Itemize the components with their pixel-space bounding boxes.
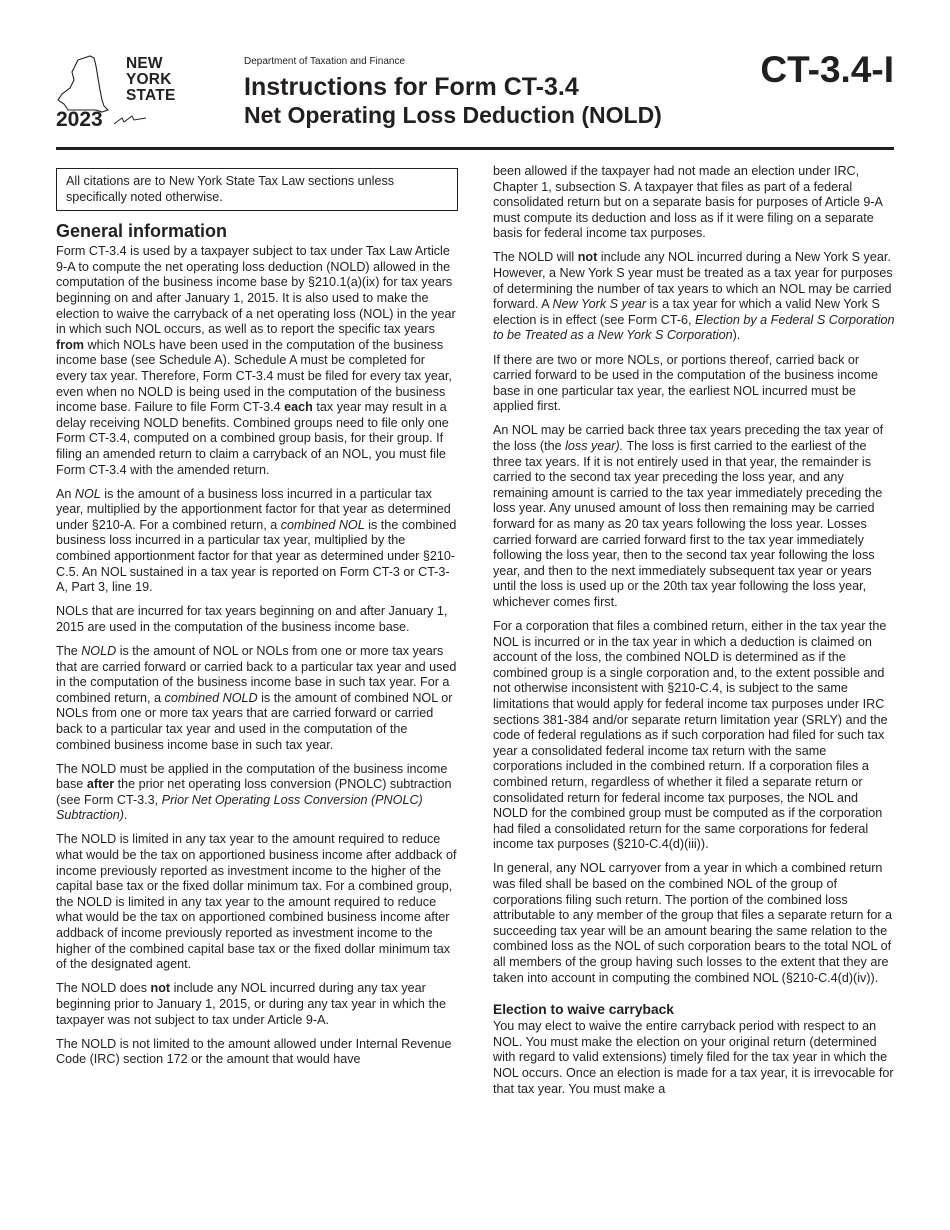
paragraph: The NOLD does not include any NOL incurred during any tax year beginning prior to January 1, 2015, or during any tax year in which the taxpayer was not subject to tax under Article 9-A. bbox=[56, 981, 446, 1027]
general-information-heading: General information bbox=[56, 221, 228, 242]
left-column bbox=[56, 164, 458, 1076]
paragraph: Form CT-3.4 is used by a taxpayer subject to tax under Tax Law Article 9-A to compute the net operating loss deduction (NOLD) allowed in the computation of the business income base by §210.1(a)(ix) for tax years beginning on and after January 1, 2015. It is also used to make the election to waive the carryback of a net operating loss (NOL) in the year in which such NOL occurs, as well as to report the specific tax years from which NOLs have been used in the computation of the business income base (see Schedule A). Schedule A must be completed for every tax year. Therefore, Form CT-3.4 must be filed for every tax year, even when no NOLD is being used in the computation of the business income base. Failure to file Form CT-3.4 each tax year may result in a delay receiving NOLD benefits. Combined groups need to file only one Form CT-3.4, computed on a combined group basis, for their group. If filing an amended return to claim a carryback of an NOL, you must file Form CT-3.4 with the amended return. bbox=[56, 244, 456, 477]
paragraph: The NOLD will not include any NOL incurred during a New York S year. However, a New York S year must be treated as a tax year for purposes of determining the number of tax years to which an NOL may be carried forward. A New York S year is a tax year for which a valid New York S election is in effect (see Form CT-6, Election by a Federal S Corporation to be Treated as a New York S Corporation). bbox=[493, 250, 895, 343]
paragraph: been allowed if the taxpayer had not made an election under IRC, Chapter 1, subsection S. A taxpayer that files as part of a federal consolidated return but on a separate basis for purposes of Article 9-A must compute its deduction and loss as if it were filing on a separate basis for federal income tax purposes. bbox=[493, 164, 883, 241]
paragraph: If there are two or more NOLs, or portions thereof, carried back or carried forward to be used in the computation of the business income base in one particular tax year, the earliest NOL incurred must be applied first. bbox=[493, 352, 879, 414]
nys-logo bbox=[56, 52, 186, 132]
logo-year: 2023 bbox=[56, 108, 103, 131]
logo-swoosh-icon bbox=[112, 114, 152, 128]
paragraph: An NOL is the amount of a business loss incurred in a particular tax year, multiplied by the apportionment factor for that year as determined under §210-A. For a combined return, a combined NOL is the combined business loss incurred in a particular tax year, multiplied by the combined apportionment factor for that year as determined under §210-C.5. An NOL sustained in a tax year is reported on Form CT-3 or CT-3-A, Part 3, line 19. bbox=[56, 486, 457, 595]
paragraph: NOLs that are incurred for tax years beginning on and after January 1, 2015 are used in the computation of the business income base. bbox=[56, 604, 448, 634]
logo-line-york: YORK bbox=[126, 71, 172, 88]
election-heading: Election to waive carryback bbox=[493, 1002, 674, 1018]
paragraph: In general, any NOL carryover from a year in which a combined return was filed shall be based on the combined NOL of the group of corporations filing such return. The portion of the combined loss attributable to any member of the group that files a separate return for a succeeding tax year will be an amount bearing the same relation to the combined loss as the NOL of such corporation bears to the total NOL of all members of the group having such losses to the extent that they are taken into account in computing the combined NOL (§210-C.4(d)(iv)). bbox=[493, 861, 893, 985]
logo-line-state: STATE bbox=[126, 87, 176, 104]
paragraph: The NOLD is the amount of NOL or NOLs from one or more tax years that are carried forward or carried back to a particular tax year and used in the computation of the business income base in such tax year. For a combined return, a combined NOLD is the amount of combined NOL or NOLs from one or more tax years that are carried forward or carried back to a particular tax year and used in the computation of the combined business income base in such tax year. bbox=[56, 643, 457, 752]
paragraph: The NOLD must be applied in the computation of the business income base after the prior net operating loss conversion (PNOLC) subtraction (see Form CT-3.3, Prior Net Operating Loss Conversion (PNOLC) Subtraction). bbox=[56, 761, 452, 823]
department-name: Department of Taxation and Finance bbox=[244, 56, 406, 67]
page-title: Instructions for Form CT-3.4 bbox=[244, 73, 579, 101]
logo-line-new: NEW bbox=[126, 55, 163, 72]
paragraph: You may elect to waive the entire carryback period with respect to an NOL. You must make the election on your original return (determined with regard to valid extensions) timely filed for the tax year in which the NOL occurs. Once an election is made for a tax year, it is irrevocable for that tax year. You must make a bbox=[493, 1019, 894, 1096]
paragraph: The NOLD is not limited to the amount allowed under Internal Revenue Code (IRC) section 172 or the amount that would have bbox=[56, 1036, 452, 1067]
right-column bbox=[493, 164, 895, 1106]
paragraph: For a corporation that files a combined return, either in the tax year the NOL is incurred or in the tax year in which a deduction is claimed on account of the loss, the combined NOLD is determined as if the combined group is a single corporation and, to the extent possible and not otherwise inconsistent with §210-C.4, is subject to the same limitations that would apply for federal income tax purposes under IRC sections 381-384 and/or separate return limitation year (SRLY) and the code of federal regulations as if such corporation had filed for such tax year a consolidated federal income tax return with the same corporations included in the combined return. If a corporation files a combined return, regardless of whether it filed a separate return or consolidated return for federal income tax purposes, the NOL and NOLD for the combined group must be computed as if the corporation had filed a consolidated return for the same corporations for federal income tax purposes (§210-C.4(d)(iii)). bbox=[493, 619, 888, 852]
citation-note: All citations are to New York State Tax Law sections unless specifically noted otherwise. bbox=[66, 174, 395, 204]
paragraph: The NOLD is limited in any tax year to the amount required to reduce what would be the tax on apportioned business income after addback of income previously reported as investment income to the higher of the capital base tax or the fixed dollar minimum tax. For a combined group, the NOLD is limited in any tax year to the amount required to reduce what would be the tax on apportioned combined business income after addback of income previously reported as investment income to the higher of the combined capital base tax or the fixed dollar minimum tax of the designated agent. bbox=[56, 832, 457, 972]
page-subtitle: Net Operating Loss Deduction (NOLD) bbox=[244, 102, 662, 128]
header-divider bbox=[56, 147, 894, 150]
citation-note-box bbox=[56, 168, 458, 211]
paragraph: An NOL may be carried back three tax years preceding the tax year of the loss (the loss year). The loss is first carried to the earliest of the three tax years. If it is not entirely used in that year, the remainder is carried to the second tax year preceding the loss year, and any remaining amount is carried to the tax year immediately preceding the loss year. Any unused amount of loss then remaining may be carried forward for as many as 20 tax years following the loss year. Losses carried forward are carried forward first to the tax year immediately following the loss year, then to the second tax year following the loss year, and then to the next immediately subsequent tax year or years until the loss is used up or the 20th tax year following the loss year, whichever comes first. bbox=[493, 423, 884, 609]
form-id: CT-3.4-I bbox=[760, 49, 894, 90]
